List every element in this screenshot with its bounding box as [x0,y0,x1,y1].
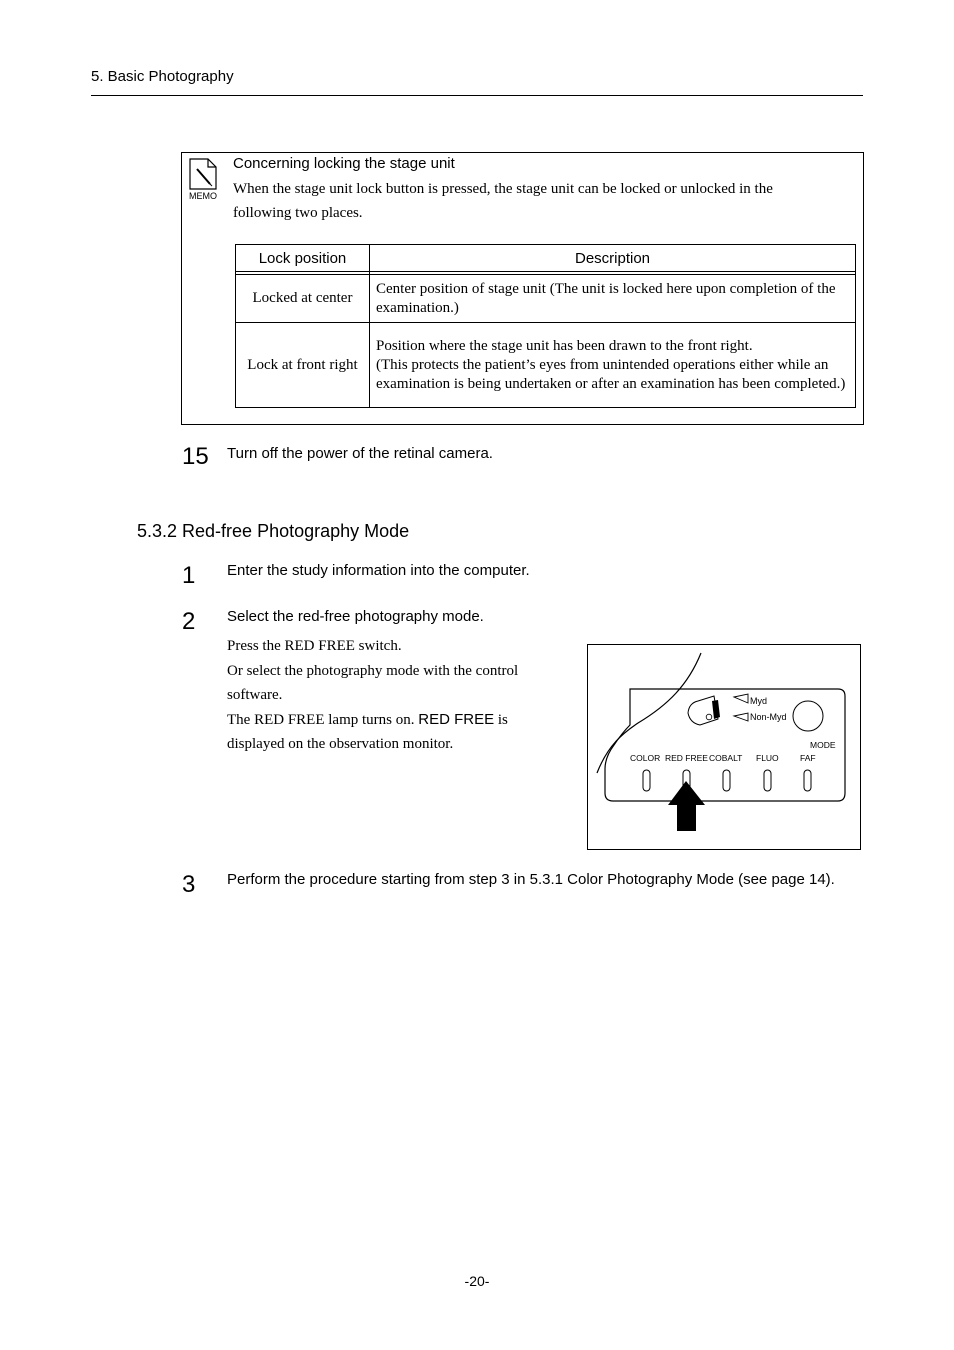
button-label-red-free: RED FREE [665,753,708,763]
step-text: Enter the study information into the computer. [227,562,530,579]
table-cell-position: Lock at front right [236,323,370,408]
table-header-row [236,245,856,272]
table-cell-description: Center position of stage unit (The unit is locked here upon completion of the examination.) [370,275,856,323]
step-text: Select the red-free photography mode. [227,608,484,625]
description-line: Position where the stage unit has been drawn to the front right. [376,337,753,354]
myd-indicator-icon [734,694,748,703]
table-cell-description [370,323,856,408]
memo-title: Concerning locking the stage unit [233,155,455,172]
step-number: 15 [182,443,209,470]
mode-label: MODE [810,740,836,750]
table-cell-position: Locked at center [236,275,370,323]
description-line: (This protects the patient’s eyes from unintended operations either while an examination is being undertaken or after an examination has been completed.) [376,356,846,392]
table-header-lock-position: Lock position [236,245,370,272]
step-number: 2 [182,608,196,635]
cobalt-lamp [723,770,730,791]
myd-label: Myd [750,696,768,706]
color-lamp [643,770,650,791]
memo-body: When the stage unit lock button is pressed, the stage unit can be locked or unlocked in the following two places. [233,181,773,221]
step-number: 3 [182,871,196,898]
header-rule [91,95,863,96]
nonmyd-indicator-icon [734,713,748,721]
step-detail [227,634,557,757]
faf-lamp [804,770,811,791]
table-row [236,323,856,408]
step-text: Perform the procedure starting from step 3 in 5.3.1 Color Photography Mode (see page 14). [227,871,835,888]
button-label-cobalt: COBALT [709,753,743,763]
memo-icon [186,157,222,203]
step-detail-line [227,708,557,757]
subsection-heading: 5.3.2 Red-free Photography Mode [137,521,410,541]
step-number: 1 [182,562,196,589]
memo-icon-label: MEMO [189,191,217,201]
running-header: 5. Basic Photography [91,68,234,85]
mode-button [793,701,823,731]
up-arrow-icon [668,781,705,831]
button-label-faf: FAF [800,753,816,763]
fluo-lamp [764,770,771,791]
control-panel-figure [587,644,861,850]
myd-selector [688,694,787,725]
step-detail-text: The RED FREE lamp turns on. [227,711,419,728]
table-row [236,275,856,323]
red-free-indicator-text: RED FREE [418,710,495,728]
step-text: Turn off the power of the retinal camera. [227,445,493,462]
table-header-description: Description [370,245,856,272]
step-detail-line: Press the RED FREE switch. [227,638,402,654]
nonmyd-label: Non-Myd [750,712,787,722]
page-number: -20- [464,1273,490,1289]
button-label-color: COLOR [630,753,661,763]
button-label-fluo: FLUO [756,753,779,763]
step-detail-text: is displayed on the observation monitor. [227,711,508,752]
step-detail-line: Or select the photography mode with the control software. [227,662,519,703]
lock-position-table [235,244,856,408]
